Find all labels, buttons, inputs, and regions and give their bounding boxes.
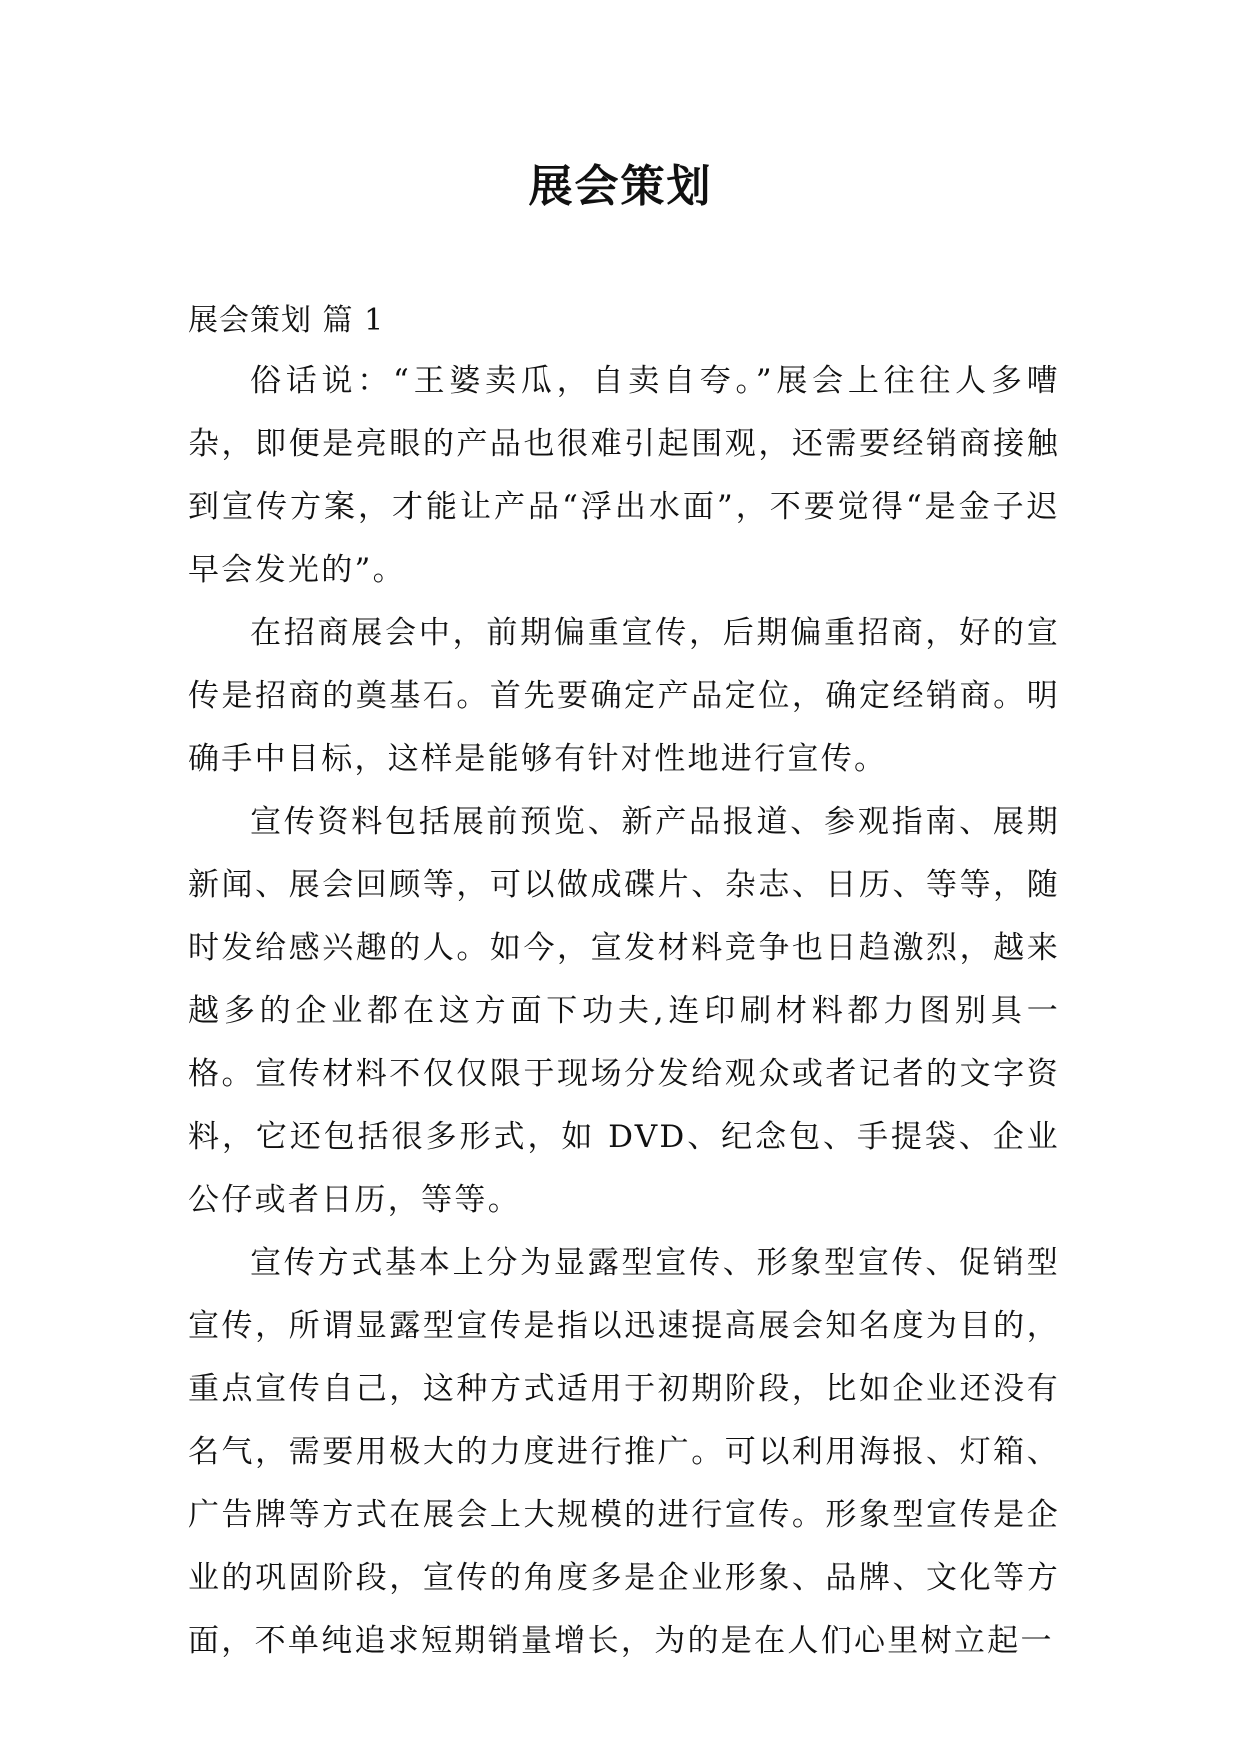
section-heading: 展会策划 篇 1	[188, 303, 385, 338]
paragraph-3: 宣传资料包括展前预览、新产品报道、参观指南、展期新闻、展会回顾等，可以做成碟片、杂志、日历、等等，随时发给感兴趣的人。如今，宣发材料竞争也日趋激烈，越来越多的企业都在这方面下功夫,连印刷材料都力图别具一格。宣传材料不仅仅限于现场分发给观众或者记者的文字资料，它还包括很多形式，如 DVD、纪念包、手提袋、企业公仔或者日历，等等。	[188, 804, 1060, 1218]
paragraph-1: 俗话说：“王婆卖瓜，自卖自夸。”展会上往往人多嘈杂，即便是亮眼的产品也很难引起围观，还需要经销商接触到宣传方案，才能让产品“浮出水面”，不要觉得“是金子迟早会发光的”。	[188, 363, 1060, 588]
document-body	[188, 350, 1060, 1673]
paragraph-4: 宣传方式基本上分为显露型宣传、形象型宣传、促销型宣传，所谓显露型宣传是指以迅速提高展会知名度为目的，重点宣传自己，这种方式适用于初期阶段，比如企业还没有名气，需要用极大的力度进行推广。可以利用海报、灯箱、广告牌等方式在展会上大规模的进行宣传。形象型宣传是企业的巩固阶段，宣传的角度多是企业形象、品牌、文化等方面，不单纯追求短期销量增长，为的是在人们心里树立起一	[188, 1245, 1060, 1659]
paragraph-2: 在招商展会中，前期偏重宣传，后期偏重招商，好的宣传是招商的奠基石。首先要确定产品定位，确定经销商。明确手中目标，这样是能够有针对性地进行宣传。	[188, 615, 1060, 777]
document-title: 展会策划	[528, 161, 713, 212]
